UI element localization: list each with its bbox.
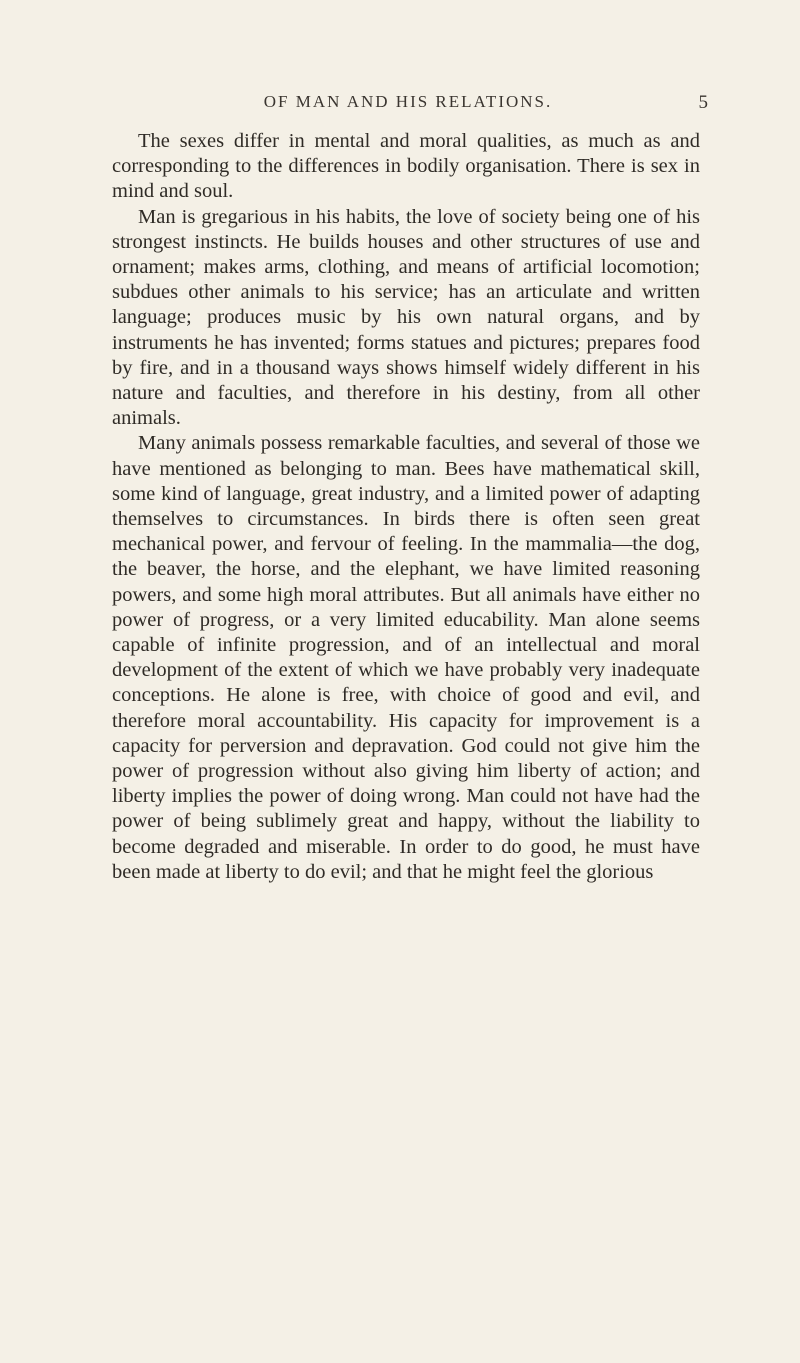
body-text: [112, 129, 700, 885]
paragraph-sexes: The sexes differ in mental and moral qualities, as much as and corresponding to the differences in bodily organisation. There is sex in mind and soul.: [112, 130, 700, 203]
paragraph-man-gregarious: Man is gregarious in his habits, the love of society being one of his strongest instincts. He builds houses and other structures of use and ornament; makes arms, clothing, and means of artificial locomotion; subdues other animals to his service; has an articulate and written language; produces music by his own natural organs, and by instruments he has invented; forms statues and pictures; prepares food by fire, and in a thousand ways shows himself widely different in his nature and faculties, and therefore in his destiny, from all other animals.: [112, 205, 700, 430]
page-number: 5: [698, 92, 708, 113]
running-title: OF MAN AND HIS RELATIONS.: [263, 92, 553, 111]
running-head: [108, 92, 708, 116]
paragraph-animals-faculties: Many animals possess remarkable faculties, and several of those we have mentioned as belonging to man. Bees have mathematical skill, some kind of language, great industry, and a limited power of adapting themselves to circumstances. In birds there is often seen great mechanical power, and fervour of feeling. In the mammalia—the dog, the beaver, the horse, and the elephant, we have limited reasoning powers, and some high moral attributes. But all animals have either no power of progress, or a very limited educability. Man alone seems capable of infinite progression, and of an intellectual and moral development of the extent of which we have probably very inadequate conceptions. He alone is free, with choice of good and evil, and therefore moral accountability. His capacity for improvement is a capacity for perversion and depravation. God could not give him the power of progression without also giving him liberty of action; and liberty implies the power of doing wrong. Man could not have had the power of being sublimely great and happy, without the liability to become degraded and miserable. In order to do good, he must have been made at liberty to do evil; and that he might feel the glorious: [112, 432, 700, 883]
